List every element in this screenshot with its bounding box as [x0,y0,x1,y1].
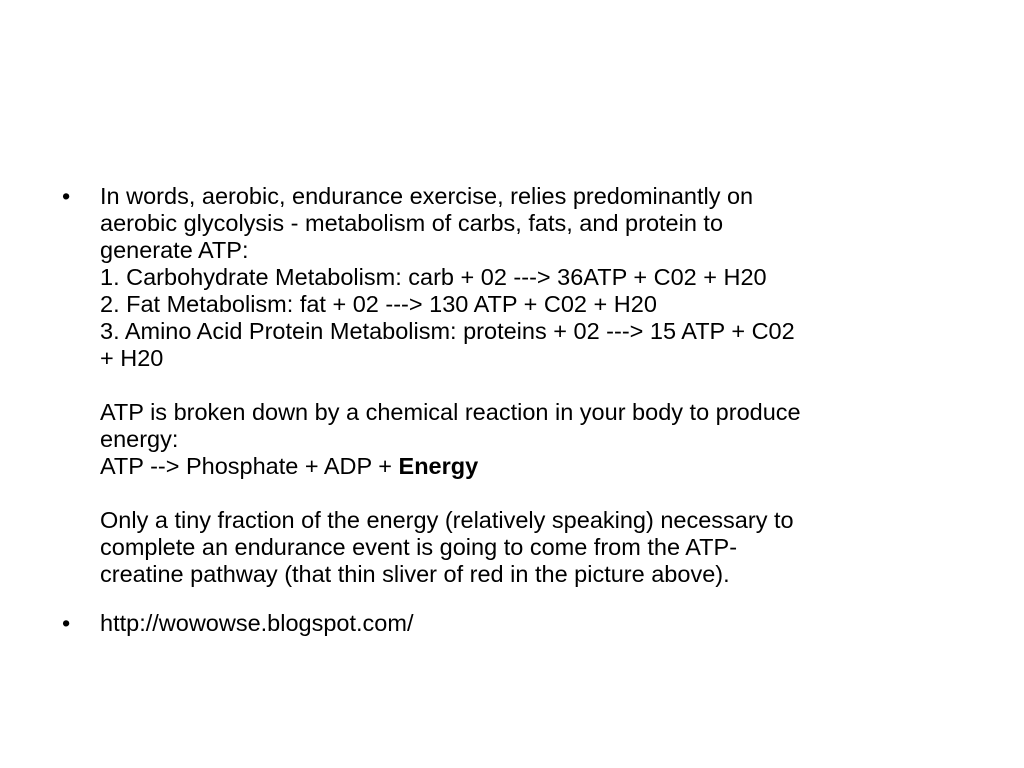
atp-breakdown-line-2: energy: [100,426,179,452]
closing-line-3: creatine pathway (that thin sliver of red in the picture above). [100,561,730,587]
protein-metabolism-line: 3. Amino Acid Protein Metabolism: proteins + 02 ---> 15 ATP + C02 [100,318,795,344]
atp-breakdown-line-1: ATP is broken down by a chemical reaction in your body to produce [100,399,801,425]
intro-line-2: aerobic glycolysis - metabolism of carbs, fats, and protein to [100,210,724,236]
paragraph-gap [100,480,962,507]
closing-line-1: Only a tiny fraction of the energy (relatively speaking) necessary to [100,507,794,533]
intro-line-1: In words, aerobic, endurance exercise, relies predominantly on [100,183,754,209]
atp-equation-energy: Energy [398,453,479,479]
atp-equation [100,453,962,480]
bullet-item-aerobic [62,183,962,588]
source-url: http://wowowse.blogspot.com/ [100,610,414,636]
bullet-item-source-link [62,610,962,637]
paragraph-gap [100,372,962,399]
protein-metabolism-line-cont: + H20 [100,345,164,371]
carbohydrate-metabolism-line: 1. Carbohydrate Metabolism: carb + 02 ---> 36ATP + C02 + H20 [100,264,767,290]
fat-metabolism-line: 2. Fat Metabolism: fat + 02 ---> 130 ATP + C02 + H20 [100,291,657,317]
closing-line-2: complete an endurance event is going to come from the ATP- [100,534,738,560]
bullet-marker: • [62,610,71,636]
bullet-list [62,183,962,637]
bullet-marker: • [62,183,71,209]
atp-equation-prefix: ATP --> Phosphate + ADP + [100,453,399,479]
intro-line-3: generate ATP: [100,237,249,263]
